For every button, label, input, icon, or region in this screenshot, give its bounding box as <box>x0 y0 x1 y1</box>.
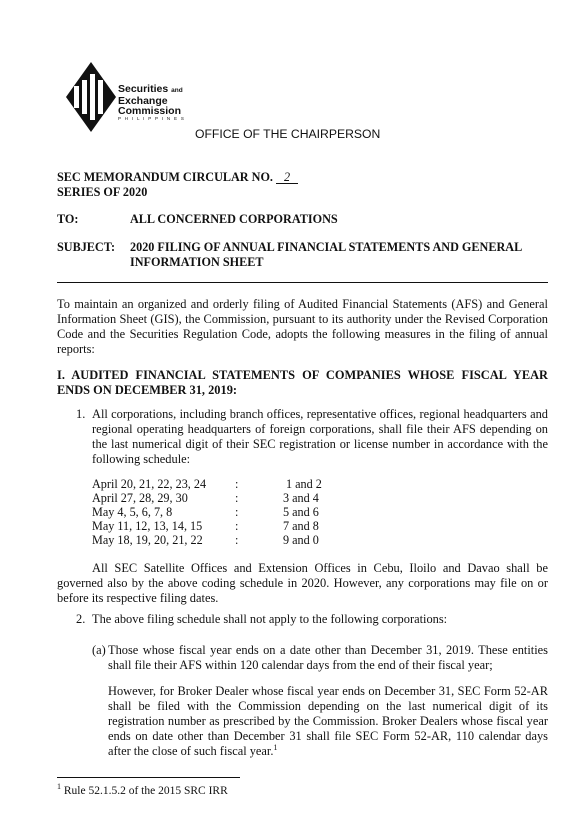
schedule-digits: 7 and 8 <box>283 519 319 533</box>
schedule-digits: 3 and 4 <box>283 491 319 505</box>
footnote-divider <box>57 777 240 778</box>
schedule-digits: 1 and 2 <box>286 477 322 491</box>
broker-dealer-text: However, for Broker Dealer whose fiscal year ends on December 31, SEC Form 52-AR shall be filed with the Commission depending on the last numerical digit of its registration number as prescribed by the Commission. Broker Dealers whose fiscal year ends on date other than December 31 shall file SEC Form 52-AR, 110 calendar days after the close of such fiscal year. <box>108 684 548 758</box>
logo-and: and <box>171 87 183 94</box>
sec-logo-icon <box>66 62 116 132</box>
schedule-dates: April 27, 28, 29, 30 <box>92 491 188 505</box>
item-1-number: 1. <box>76 407 86 421</box>
schedule-dates: May 11, 12, 13, 14, 15 <box>92 519 203 533</box>
schedule-dates: May 18, 19, 20, 21, 22 <box>92 533 203 547</box>
intro-paragraph: To maintain an organized and orderly filing of Audited Financial Statements (AFS) and General Information Sheet (GIS), the Commission, pursuant to its authority under the Revised Corporation Code and the Securities Regulation Code, adopts the following measures in the filing of annual reports: <box>57 297 548 356</box>
schedule-row <box>92 505 332 519</box>
memo-series: SERIES OF 2020 <box>57 185 148 199</box>
item-2a-label: (a) <box>92 643 106 657</box>
office-title: OFFICE OF THE CHAIRPERSON <box>195 127 381 141</box>
satellite-offices-paragraph: All SEC Satellite Offices and Extension Offices in Cebu, Iloilo and Davao shall be governed also by the above coding schedule in 2020. However, any corporations may file on or before its respective filing dates. <box>57 561 548 605</box>
section-1-heading: I. AUDITED FINANCIAL STATEMENTS OF COMPANIES WHOSE FISCAL YEAR ENDS ON DECEMBER 31, 2019: <box>57 368 548 397</box>
schedule-row <box>92 519 332 533</box>
header-divider <box>57 282 548 283</box>
schedule-dates: May 4, 5, 6, 7, 8 <box>92 505 173 519</box>
sec-logo <box>66 62 116 132</box>
memo-subject-line1: 2020 FILING OF ANNUAL FINANCIAL STATEMENTS AND GENERAL <box>130 240 523 254</box>
schedule-dates: April 20, 21, 22, 23, 24 <box>92 477 207 491</box>
schedule-separator: : <box>235 533 239 547</box>
footnote-reference: 1 <box>273 742 278 752</box>
logo-commission: Commission <box>118 105 182 117</box>
footnote <box>57 780 228 798</box>
logo-country: P H I L I P P I N E S <box>118 116 186 121</box>
schedule-row <box>92 477 332 491</box>
schedule-separator: : <box>235 477 239 491</box>
schedule-separator: : <box>235 491 239 505</box>
schedule-row <box>92 533 332 547</box>
memo-circular-number: 2 <box>276 171 298 184</box>
footnote-number: 1 <box>57 782 61 791</box>
memo-to-label: TO: <box>57 212 79 226</box>
memo-to-value: ALL CONCERNED CORPORATIONS <box>130 212 338 226</box>
memo-subject-label: SUBJECT: <box>57 240 116 254</box>
item-2a-text: Those whose fiscal year ends on a date other than December 31, 2019. These entities shall file their AFS within 120 calendar days from the end of their fiscal year; <box>108 643 548 672</box>
memo-subject-line2: INFORMATION SHEET <box>130 255 264 269</box>
memo-circular-line <box>57 170 298 185</box>
broker-dealer-paragraph <box>108 684 548 759</box>
logo-exchange: Exchange <box>118 95 168 107</box>
schedule-row <box>92 491 332 505</box>
logo-name <box>118 84 183 116</box>
filing-schedule <box>92 477 332 547</box>
item-2-number: 2. <box>76 612 86 626</box>
footnote-text: Rule 52.1.5.2 of the 2015 SRC IRR <box>63 784 228 797</box>
schedule-digits: 5 and 6 <box>283 505 319 519</box>
schedule-separator: : <box>235 519 239 533</box>
logo-securities: Securities <box>118 83 169 95</box>
memo-circular-label: SEC MEMORANDUM CIRCULAR NO. <box>57 170 273 184</box>
item-2-text: The above filing schedule shall not apply to the following corporations: <box>92 612 448 626</box>
schedule-separator: : <box>235 505 239 519</box>
schedule-digits: 9 and 0 <box>283 533 319 547</box>
item-1-text: All corporations, including branch offices, representative offices, regional headquarters and regional operating headquarters of foreign corporations, shall file their AFS depending on the last numerical digit of their SEC registration or license number in accordance with the following schedule: <box>92 407 548 466</box>
